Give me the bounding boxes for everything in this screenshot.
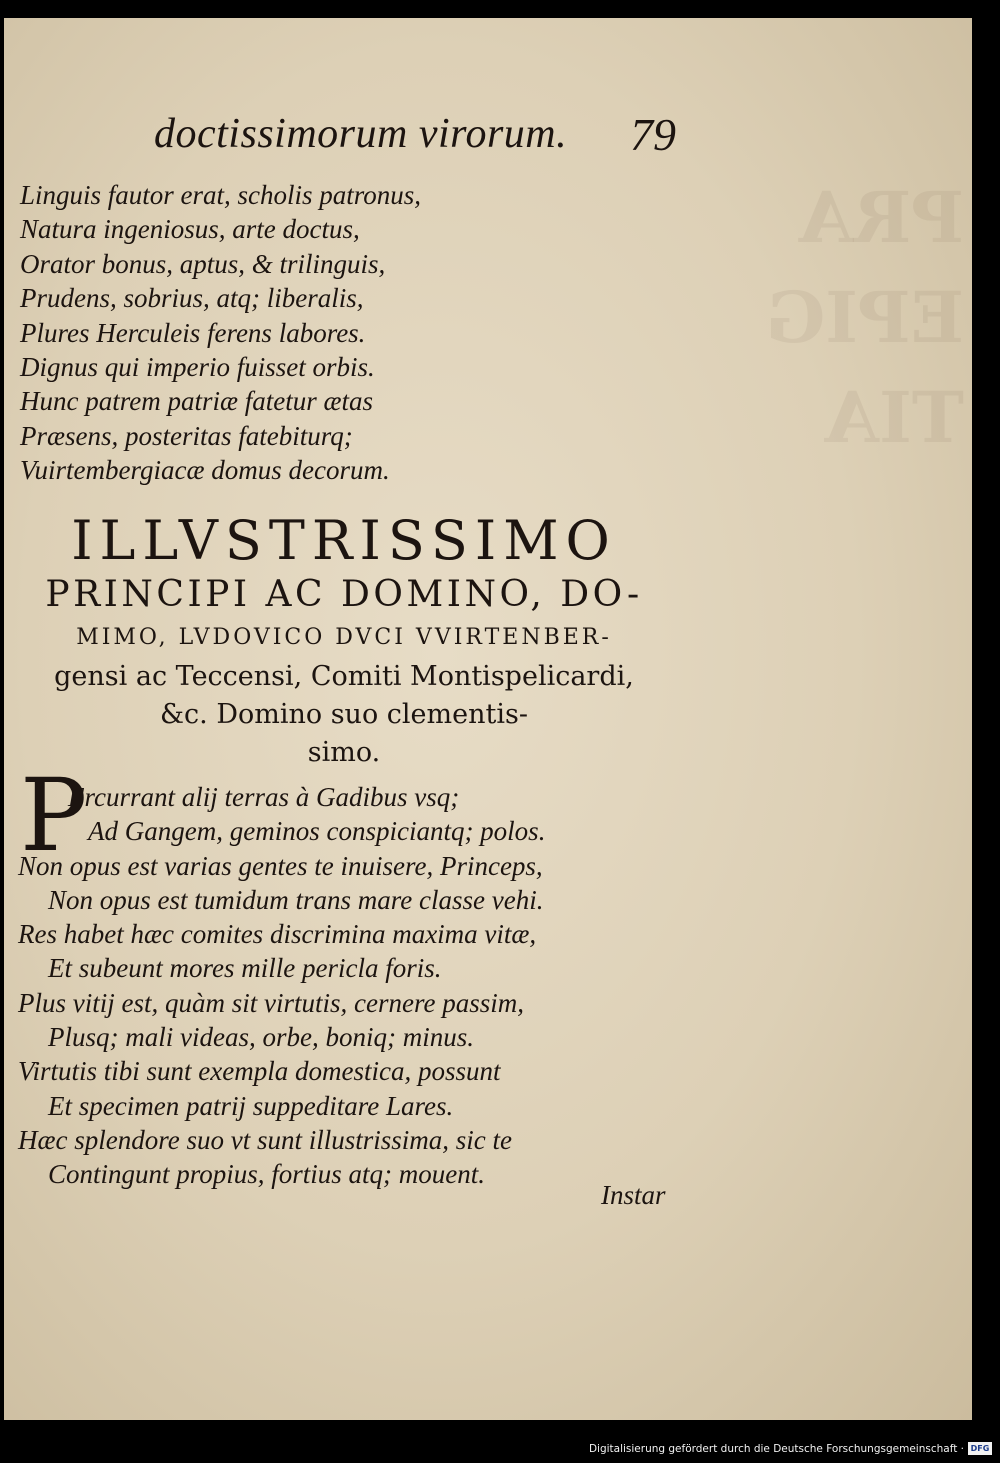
verse-line: Natura ingeniosus, arte doctus, <box>20 214 360 245</box>
heading-line: gensi ac Teccensi, Comiti Montispelicardi, <box>54 661 634 692</box>
verse-line: Contingunt propius, fortius atq; mouent. <box>48 1159 486 1190</box>
verse-line: Ad Gangem, geminos conspiciantq; polos. <box>88 816 546 847</box>
verse-line: Vuirtembergiacæ domus decorum. <box>20 455 390 486</box>
book-page <box>4 18 972 1420</box>
verse-line: Præsens, posteritas fatebiturq; <box>20 420 353 451</box>
catchword: Instar <box>601 1180 666 1210</box>
verse-line: Hunc patrem patriæ fatetur ætas <box>20 386 374 417</box>
dedication-heading <box>14 510 674 772</box>
verse-line: Non opus est tumidum trans mare classe vehi. <box>48 884 544 915</box>
verse-line: Prudens, sobrius, atq; liberalis, <box>20 283 364 314</box>
verse-line: Res habet hæc comites discrimina maxima vitæ, <box>18 919 537 950</box>
dfg-logo: DFG <box>968 1442 992 1455</box>
poem-dedication <box>18 780 545 1192</box>
page-number: 79 <box>630 109 676 160</box>
heading-line: MIMO, LVDOVICO DVCI VVIRTENBER- <box>76 625 612 650</box>
verse-line: Et specimen patrij suppeditare Lares. <box>48 1090 454 1121</box>
verse-line: Plures Herculeis ferens labores. <box>20 317 366 348</box>
heading-line: simo. <box>307 737 381 768</box>
verse-line: Dignus qui imperio fuisset orbis. <box>20 352 375 383</box>
verse-line: Et subeunt mores mille pericla foris. <box>48 953 442 984</box>
digitization-credit: Digitalisierung gefördert durch die Deutsche Forschungsgemeinschaft · <box>588 1443 964 1455</box>
verse-line: Hæc splendore suo vt sunt illustrissima, sic te <box>18 1124 512 1155</box>
heading-line: ILLVSTRISSIMO <box>71 509 617 572</box>
poem-epitaph <box>20 178 421 488</box>
verse-line: Plusq; mali videas, orbe, boniq; minus. <box>48 1022 474 1053</box>
drop-cap: P <box>20 757 88 874</box>
running-head: doctissimorum virorum. <box>154 111 568 157</box>
verse-line: Linguis fautor erat, scholis patronus, <box>20 180 422 210</box>
verse-line: Ercurrant alij terras à Gadibus vsq; <box>68 782 460 812</box>
verse-line: Non opus est varias gentes te inuisere, Princeps, <box>18 850 543 881</box>
verse-line: Orator bonus, aptus, & trilinguis, <box>20 248 386 279</box>
verse-line: Plus vitij est, quàm sit virtutis, cernere passim, <box>18 987 524 1018</box>
show-through-text: PRA EPIG TIA <box>765 176 964 459</box>
heading-line: PRINCIPI AC DOMINO, DO- <box>45 574 643 615</box>
verse-line: Virtutis tibi sunt exempla domestica, possunt <box>18 1056 501 1087</box>
heading-line: &c. Domino suo clementis- <box>160 699 528 730</box>
